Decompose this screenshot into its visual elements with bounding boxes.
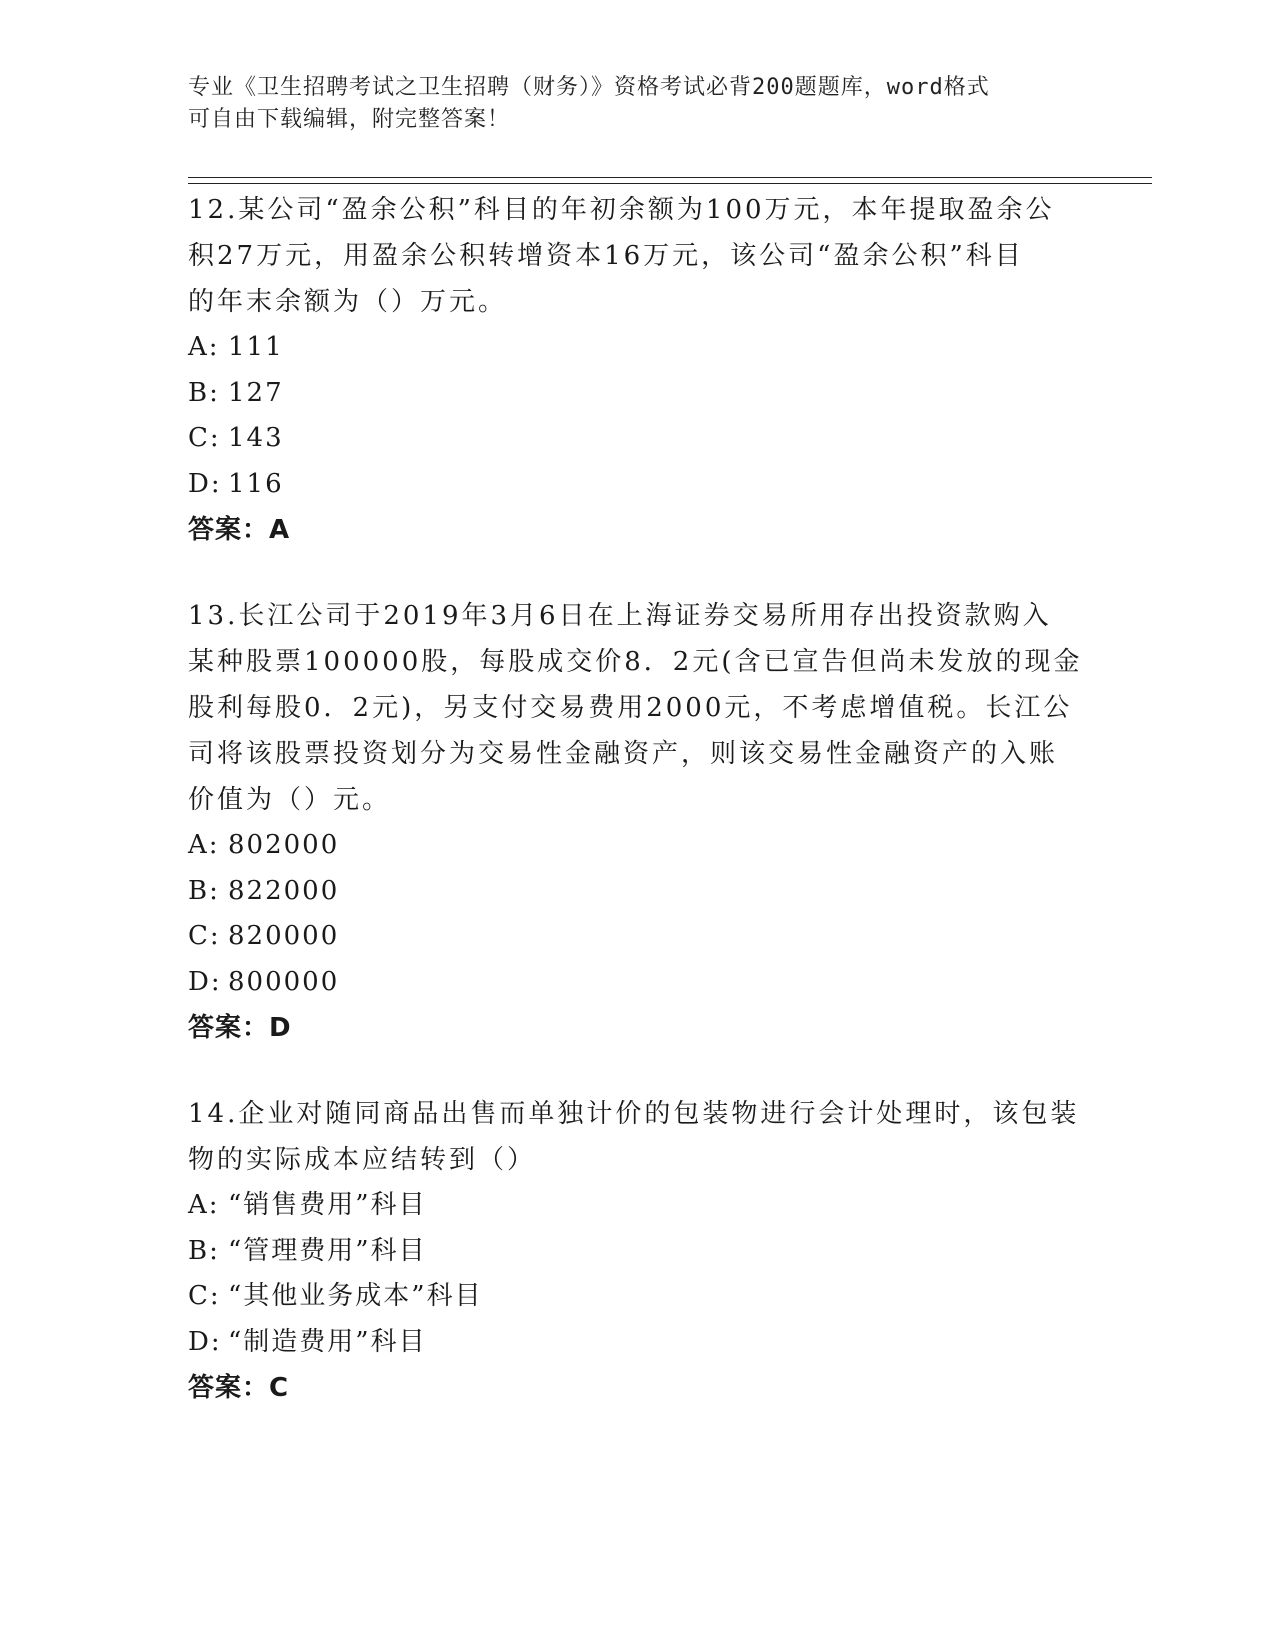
- option-key: C:: [188, 1281, 221, 1311]
- document-header: [188, 72, 1068, 136]
- question-text-line: 物的实际成本应结转到（）: [188, 1145, 537, 1175]
- option-key: D:: [188, 966, 222, 997]
- option-c: [188, 1274, 1088, 1320]
- question-13: [188, 593, 1088, 1051]
- option-key: B:: [188, 875, 220, 906]
- option-text: 111: [228, 332, 284, 362]
- option-text: 820000: [228, 921, 340, 951]
- option-text: 800000: [228, 966, 340, 997]
- option-key: D:: [188, 1326, 222, 1357]
- answer-label: 答案：C: [188, 1373, 290, 1403]
- option-text: 127: [228, 377, 284, 408]
- question-text-line: 积27万元，用盈余公积转增资本16万元，该公司“盈余公积”科目: [188, 241, 1024, 271]
- header-divider-bottom: [188, 183, 1152, 184]
- question-text-line: 股利每股0．2元)，另支付交易费用2000元，不考虑增值税。长江公: [188, 693, 1073, 723]
- option-d: [188, 960, 1088, 1006]
- header-line-2: 可自由下载编辑，附完整答案！: [188, 107, 511, 132]
- option-key: D:: [188, 468, 222, 499]
- option-key: A:: [188, 332, 220, 362]
- option-key: A:: [188, 830, 220, 860]
- option-b: [188, 869, 1088, 915]
- question-text-line: 14.企业对随同商品出售而单独计价的包装物进行会计处理时，该包装: [188, 1099, 1080, 1129]
- question-text-line: 12.某公司“盈余公积”科目的年初余额为100万元，本年提取盈余公: [188, 195, 1055, 225]
- question-text-line: 某种股票100000股，每股成交价8．2元(含已宣告但尚未发放的现金: [188, 647, 1083, 677]
- option-key: B:: [188, 377, 220, 408]
- header-line-1: 专业《卫生招聘考试之卫生招聘（财务）》资格考试必背200题题库，word格式: [188, 75, 990, 100]
- header-divider-top: [188, 177, 1152, 178]
- option-text: 802000: [228, 830, 340, 860]
- option-text: “其他业务成本”科目: [228, 1281, 483, 1311]
- option-text: “管理费用”科目: [228, 1235, 427, 1266]
- question-14: [188, 1091, 1088, 1411]
- questions-list: [188, 187, 1088, 1451]
- option-text: 116: [228, 468, 284, 499]
- question-text-line: 的年末余额为（）万元。: [188, 287, 508, 317]
- option-d: [188, 462, 1088, 508]
- option-a: [188, 325, 1088, 371]
- answer-label: 答案：A: [188, 515, 291, 545]
- question-text-line: 13.长江公司于2019年3月6日在上海证券交易所用存出投资款购入: [188, 601, 1052, 631]
- option-text: “制造费用”科目: [228, 1326, 427, 1357]
- question-12: [188, 187, 1088, 553]
- option-key: A:: [188, 1190, 220, 1220]
- option-key: B:: [188, 1235, 220, 1266]
- option-c: [188, 914, 1088, 960]
- question-text-line: 司将该股票投资划分为交易性金融资产，则该交易性金融资产的入账: [188, 739, 1059, 769]
- option-text: 822000: [228, 875, 340, 906]
- option-b: [188, 1229, 1088, 1275]
- option-text: 143: [228, 423, 284, 453]
- answer-label: 答案：D: [188, 1013, 292, 1043]
- option-a: [188, 1183, 1088, 1229]
- option-key: C:: [188, 921, 221, 951]
- option-a: [188, 823, 1088, 869]
- question-text-line: 价值为（）元。: [188, 785, 392, 815]
- option-key: C:: [188, 423, 221, 453]
- option-d: [188, 1320, 1088, 1366]
- option-text: “销售费用”科目: [228, 1190, 427, 1220]
- option-c: [188, 416, 1088, 462]
- option-b: [188, 371, 1088, 417]
